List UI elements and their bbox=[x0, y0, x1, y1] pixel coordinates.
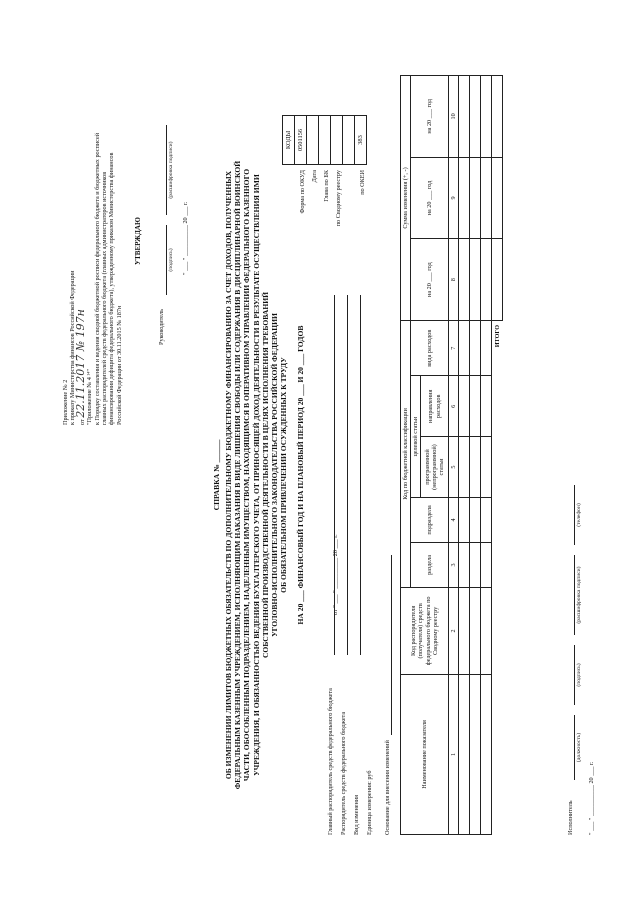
codes-header: КОДЫ bbox=[283, 116, 295, 165]
header-prog: программной (непрограммной) статьи bbox=[421, 437, 449, 498]
header-y1: на 20 ___ год bbox=[411, 239, 449, 321]
code-okud: 0501156 bbox=[295, 116, 307, 165]
col-num: 8 bbox=[449, 239, 459, 321]
code-date bbox=[307, 116, 319, 165]
appendix-line: финансирования дефицита федерального бюджета), утвержденному приказом Министерства финансов bbox=[108, 152, 116, 425]
appendix-block bbox=[62, 65, 123, 425]
label-reestr: по Сводному реестру bbox=[335, 170, 342, 227]
field-main-distributor: Главный распорядитель средств федерального бюджета bbox=[327, 688, 334, 835]
header-y3: на 20 ___ год bbox=[411, 76, 449, 158]
appendix-line: "Приложение № 4 ¹⁴" bbox=[86, 369, 94, 425]
certificate-number: СПРАВКА № ______ bbox=[212, 439, 221, 511]
field-main-distributor-line bbox=[334, 295, 335, 655]
col-num: 5 bbox=[449, 437, 459, 498]
field-change-type: Вид изменения bbox=[353, 795, 360, 835]
executor-sign-caption: (подпись) bbox=[576, 663, 582, 687]
main-table bbox=[400, 75, 503, 835]
header-cs: целевой статьи bbox=[411, 376, 421, 497]
executor-position-line bbox=[574, 715, 575, 780]
header-vid: вида расходов bbox=[411, 320, 449, 375]
handwritten-date-number: 22.11.2017 № 197н bbox=[73, 309, 87, 418]
code-glava bbox=[319, 116, 331, 165]
header-y2: на 20 ___ год bbox=[411, 157, 449, 239]
certificate-title: ОБ ИЗМЕНЕНИИ ЛИМИТОВ БЮДЖЕТНЫХ ОБЯЗАТЕЛЬСТВ ПО ДОПОЛНИТЕЛЬНОМУ БЮДЖЕТНОМУ ФИНАНСИРОВАНИЮ ЗА СЧЕТ ДОХОДОВ, ПОЛУЧЕННЫХ ФЕДЕРАЛЬНЫМ КАЗЕННЫМ УЧРЕЖДЕНИЕМ, ИСПОЛНЯЮЩИМ НАКАЗАНИЯ В ВИДЕ ЛИШЕНИЯ СВОБОДЫ ИЛИ СОДЕРЖАНИЯ В ДИСЦИПЛИНАРНОЙ ВОИНСКОЙ ЧАСТИ, ОБОСОБЛЕННЫМ ПОДРАЗДЕЛЕНИЕМ, НАДЕЛЕННЫМ ИМУЩЕСТВОМ, НАХОДЯЩИМСЯ В ОПЕРАТИВНОМ УПРАВЛЕНИИ ФЕДЕРАЛЬНОГО КАЗЕННОГО УЧРЕЖДЕНИЯ, И ОБЯЗАННОСТЬЮ ВЕДЕНИЯ БУХГАЛТЕРСКОГО УЧЕТА, ОТ ПРИНОСЯЩЕЙ ДОХОД ДЕЯТЕЛЬНОСТИ В РЕЗУЛЬТАТЕ ОСУЩЕСТВЛЕНИЯ ИМИ СОБСТВЕННОЙ ПРОИЗВОДСТВЕННОЙ ДЕЯТЕЛЬНОСТИ В ЦЕЛЯХ ИСПОЛНЕНИЯ ТРЕБОВАНИЙ УГОЛОВНО-ИСПОЛНИТЕЛЬНОГО ЗАКОНОДАТЕЛЬСТВА РОССИЙСКОЙ ФЕДЕРАЦИИ ОБ ОБЯЗАТЕЛЬНОМ ПРИВЛЕЧЕНИИ ОСУЖДЕННЫХ К ТРУДУ НА 20 ___ ФИНАНСОВЫЙ ГОД И НА ПЛАНОВЫЙ ПЕРИОД 20 ___ И 20 ___ ГОДОВ bbox=[224, 115, 306, 835]
executor-label: Исполнитель bbox=[567, 800, 574, 835]
col-num: 7 bbox=[449, 320, 459, 375]
col-num: 9 bbox=[449, 157, 459, 239]
header-podrazdel: подраздела bbox=[411, 497, 449, 542]
code-blank bbox=[343, 116, 355, 165]
executor-sign-line bbox=[574, 645, 575, 705]
approve-title: УТВЕРЖДАЮ bbox=[134, 217, 142, 265]
field-distributor: Распорядитель средств федерального бюджета bbox=[340, 711, 347, 835]
col-num: 10 bbox=[449, 76, 459, 158]
rotated-form-page bbox=[42, 55, 602, 855]
field-change-type-line bbox=[360, 295, 361, 655]
header-bk: Код по бюджетной классификации bbox=[401, 320, 411, 587]
appendix-line: Приложение № 2 bbox=[62, 379, 69, 425]
total-row bbox=[492, 76, 503, 835]
executor-name-caption: (расшифровка подписи) bbox=[576, 566, 582, 624]
appendix-line: к Порядку составления и ведения сводной бюджетной росписи федерального бюджета и бюджетных росписей bbox=[93, 132, 101, 425]
name-caption: (расшифровка подписи) bbox=[168, 141, 174, 199]
col-num: 3 bbox=[449, 542, 459, 587]
label-date: Дата bbox=[311, 170, 318, 183]
header-razdel: раздела bbox=[411, 542, 449, 587]
col-num: 2 bbox=[449, 587, 459, 674]
codes-table bbox=[282, 115, 367, 165]
total-label: ИТОГО bbox=[493, 324, 501, 348]
header-sum: Сумма изменения (+, -) bbox=[401, 76, 411, 321]
executor-phone-caption: (телефон) bbox=[576, 503, 582, 527]
code-reestr bbox=[331, 116, 343, 165]
executor-date: " ___ " __________ 20 ___ г. bbox=[588, 761, 595, 835]
signature-caption: (подпись) bbox=[168, 248, 174, 272]
appendix-line: Российской Федерации от 30.11.2015 № 187н bbox=[115, 305, 123, 425]
field-distributor-line bbox=[347, 295, 348, 655]
appendix-line: к приказу Министерства финансов Российской Федерации bbox=[69, 270, 77, 425]
header-name: Наименование показателя bbox=[401, 674, 449, 834]
table-row bbox=[481, 76, 492, 835]
executor-phone-line bbox=[574, 485, 575, 545]
field-basis: Основание для внесения изменений bbox=[384, 740, 391, 835]
label-glava: Глава по БК bbox=[323, 170, 330, 202]
col-num: 6 bbox=[449, 376, 459, 437]
col-num: 1 bbox=[449, 674, 459, 834]
certificate-date: от " ___ " __________ 20 ___ г. bbox=[332, 534, 339, 615]
table-row bbox=[459, 76, 470, 835]
approve-date: " ___ " __________ 20 ___ г. bbox=[182, 201, 189, 275]
field-unit: Единица измерения: руб bbox=[366, 770, 373, 835]
approve-role: Руководитель bbox=[158, 309, 165, 345]
label-okei: по ОКЕИ bbox=[359, 170, 366, 195]
period-line: НА 20 ___ ФИНАНСОВЫЙ ГОД И НА ПЛАНОВЫЙ ПЕРИОД 20 ___ И 20 ___ ГОДОВ bbox=[296, 325, 306, 625]
header-napr: направления расходов bbox=[421, 376, 449, 437]
appendix-line: от 22.11.2017 № 197н bbox=[73, 309, 87, 425]
col-num: 4 bbox=[449, 497, 459, 542]
field-basis-line bbox=[391, 555, 392, 735]
signature-line bbox=[166, 225, 167, 295]
executor-position-caption: (должность) bbox=[576, 732, 582, 763]
header-code: Код распорядителя (получателя) средств федерального бюджета по Сводному реестру bbox=[401, 587, 449, 674]
executor-name-line bbox=[574, 555, 575, 635]
table-row bbox=[470, 76, 481, 835]
appendix-line: главных распорядителей средств федерального бюджета (главных администраторов источников bbox=[101, 171, 109, 425]
label-okud: Форма по ОКУД bbox=[299, 170, 306, 214]
code-okei: 383 bbox=[355, 116, 367, 165]
name-line bbox=[166, 125, 167, 215]
